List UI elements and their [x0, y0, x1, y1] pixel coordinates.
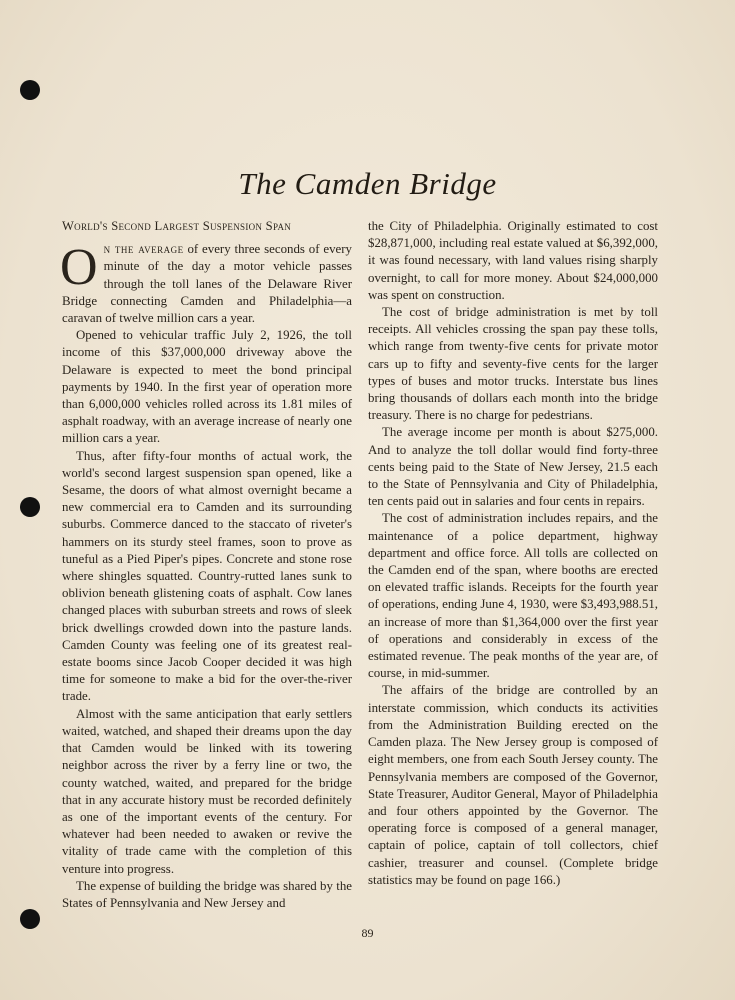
paragraph: The average income per month is about $275,000. And to analyze the toll dollar would find forty-three cents being paid to the State of New Jersey, 21.5 each to the State of Pennsylvania and City of Philadelphia, ten cents paid out in salaries and four cents in repairs. [368, 425, 658, 509]
paragraph-text: of every three seconds of every minute of the day a motor vehicle passes through the toll lanes of the Delaware River Bridge connecting Camden and Philadelphia—a caravan of twelve million cars a year. [62, 242, 352, 326]
binder-hole [20, 80, 40, 100]
page-title: The Camden Bridge [238, 166, 497, 201]
paragraph: Thus, after fifty-four months of actual work, the world's second largest suspension span opened, like a Sesame, the doors of what almost overnight became a new commercial era to Camden and its surrounding suburbs. Commerce danced to the staccato of riveter's hammers on its sturdy steel frames, soon to prove as tuneful as a Pied Piper's pipes. Concrete and stone rose where shingles squatted. Country-rutted lanes sunk to oblivion beneath glistening coats of asphalt. Cow lanes changed places with suburban streets and rows of sleek brick dwellings crowded down into the pasture lands. Camden County was feeling one of its greatest real-estate booms since Jacob Cooper decided it was high time for someone to make a bid for the over-the-river trade. [62, 448, 352, 704]
paragraph-continuation: the City of Philadelphia. Originally estimated to cost $28,871,000, including real estate valued at $6,392,000, it was found necessary, with land values rising sharply overnight, to call for more money. About $24,000,000 was spent on construction. [368, 219, 658, 302]
paragraph: The cost of administration includes repairs, and the maintenance of a police department, highway department and office force. All tolls are collected on the Camden end of the span, where booths are erected on elevated traffic islands. Receipts for the fourth year of operations, ending June 4, 1930, were $3,493,988.51, an increase of more than $1,364,000 over the first year of operations and considerably in excess of the estimated revenue. The peak months of the year are, of course, in mid-summer. [368, 511, 658, 681]
paragraph: The expense of building the bridge was shared by the States of Pennsylvania and New Jersey and [62, 878, 352, 910]
page-number: 89 [361, 926, 374, 940]
left-column [62, 218, 352, 912]
binder-hole [20, 497, 40, 517]
section-subhead: World's Second Largest Suspension Span [62, 219, 292, 233]
right-column [368, 218, 658, 889]
drop-cap: O [60, 239, 98, 297]
paragraph: Opened to vehicular traffic July 2, 1926, the toll income of this $37,000,000 driveway above the Delaware is expected to meet the bond principal payments by 1940. In the first year of operation more than 6,000,000 vehicles rolled across its 1.81 miles of asphalt roadway, with an average increase of nearly one million cars a year. [62, 328, 352, 446]
lead-smallcaps: n the average [103, 242, 184, 257]
paragraph: The cost of bridge administration is met by toll receipts. All vehicles crossing the span pay these tolls, which range from twenty-five cents for private motor cars up to fifty and seventy-five cents for the larger types of buses and motor trucks. Interstate bus lines bring thousands of dollars each month into the bridge treasury. There is no charge for pedestrians. [368, 305, 658, 423]
paragraph: Almost with the same anticipation that early settlers waited, watched, and shaped their dreams upon the day that Camden would be linked with its towering neighbor across the river by a ferry line or two, the county watched, waited, and prepared for the bridge that in any accurate history must be recorded definitely as one of the important events of the century. For whatever had been needed to awaken or revive the vitality of trade came with the completion of this venture into progress. [62, 706, 352, 876]
paragraph: The affairs of the bridge are controlled by an interstate commission, which conducts its activities from the Administration Building erected on the Camden plaza. The New Jersey group is composed of eight members, one from each South Jersey county. The Pennsylvania members are composed of the Governor, State Treasurer, Auditor General, Mayor of Philadelphia and four others appointed by the Governor. The operating force is composed of a general manager, captain of police, captain of toll collectors, chief cashier, treasurer and counsel. (Complete bridge statistics may be found on page 166.) [368, 683, 658, 887]
lead-paragraph [62, 241, 352, 327]
